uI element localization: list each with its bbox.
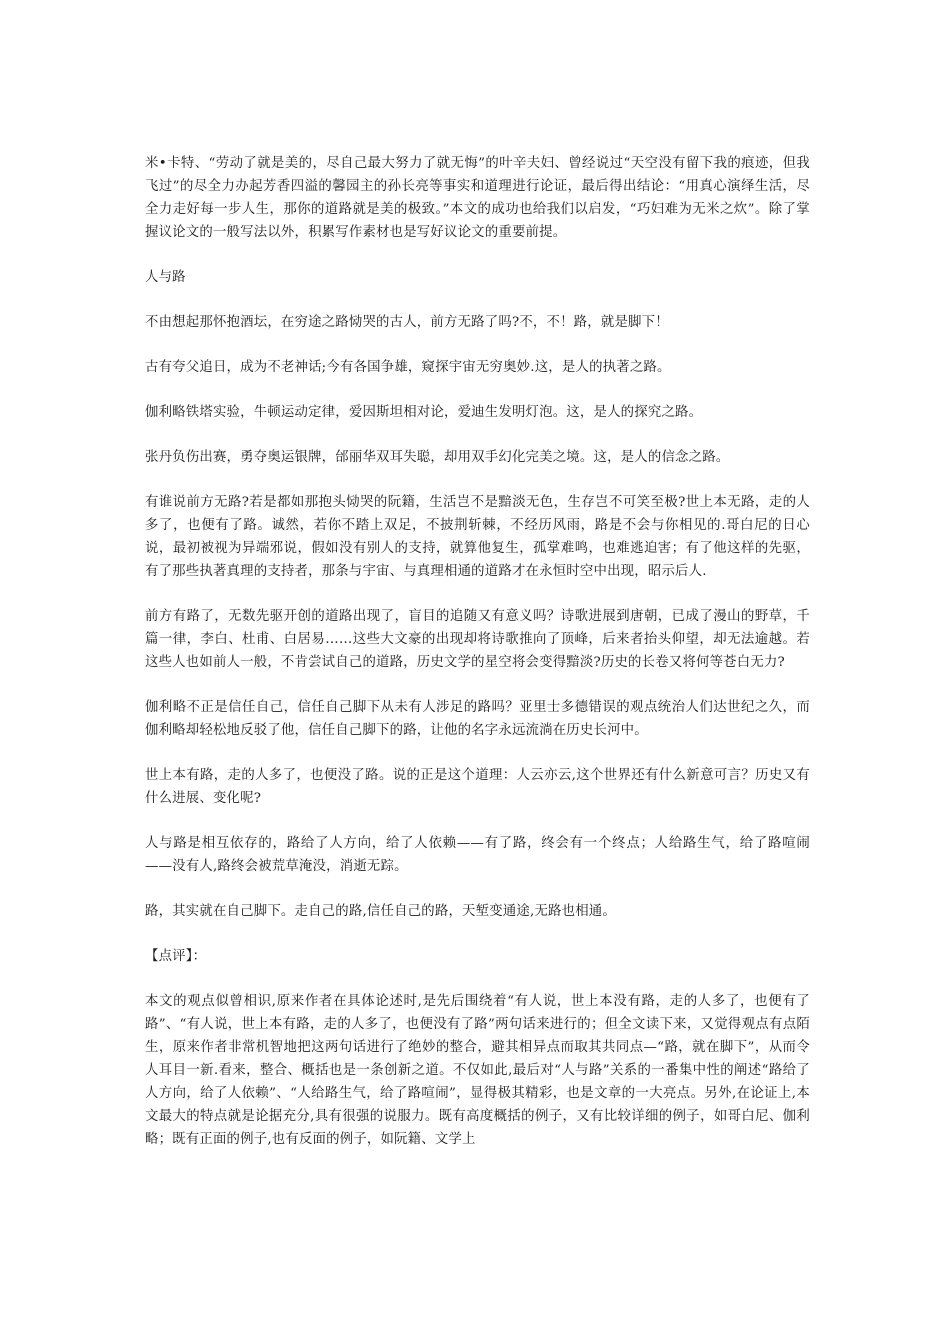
essay-title: 人与路 <box>145 270 186 285</box>
paragraph-5: 有谁说前方无路?若是都如那抱头恸哭的阮籍，生活岂不是黯淡无色，生存岂不可笑至极?世上本无路，走的人多了，也便有了路。诚然，若你不踏上双足，不披荆斩棘，不经历风雨，路是不会与你相见的.哥白尼的日心说，最初被视为异端邪说，假如没有别人的支持，就算他复生，孤掌难鸣，也难逃迫害；有了他这样的先驱，有了那些执著真理的支持者，那条与宇宙、与真理相通的道路才在永恒时空中出现，昭示后人. <box>145 495 810 579</box>
document-body <box>145 152 810 1173</box>
paragraph-2: 古有夸父追日，成为不老神话;今有各国争雄，窥探宇宙无穷奥妙.这，是人的执著之路。 <box>145 360 671 375</box>
paragraph-7: 伽利略不正是信任自己，信任自己脚下从未有人涉足的路吗？亚里士多德错误的观点统治人们达世纪之久，而伽利略却轻松地反驳了他，信任自己脚下的路，让他的名字永远流淌在历史长河中。 <box>145 700 810 738</box>
paragraph-3: 伽利略铁塔实验，牛顿运动定律，爱因斯坦相对论，爱迪生发明灯泡。这，是人的探究之路。 <box>145 405 703 420</box>
paragraph-4: 张丹负伤出赛，勇夺奥运银牌，邰丽华双耳失聪，却用双手幻化完美之境。这，是人的信念之路。 <box>145 450 730 465</box>
paragraph-6: 前方有路了，无数先驱开创的道路出现了，盲目的追随又有意义吗？诗歌进展到唐朝，已成了漫山的野草，千篇一律，李白、杜甫、白居易……这些大文豪的出现却将诗歌推向了顶峰，后来者抬头仰望，却无法逾越。若这些人也如前人一般，不肯尝试自己的道路，历史文学的星空将会变得黯淡?历史的长卷又将何等苍白无力? <box>145 609 810 670</box>
commentary-heading: 【点评】： <box>145 949 207 964</box>
paragraph-8: 世上本有路，走的人多了，也便没了路。说的正是这个道理：人云亦云,这个世界还有什么新意可言？历史又有什么进展、变化呢? <box>145 768 810 806</box>
commentary-paragraph: 本文的观点似曾相识,原来作者在具体论述时,是先后围绕着“有人说，世上本没有路，走的人多了，也便有了路”、“有人说，世上本有路，走的人多了，也便没有了路”两句话来进行的；但全文读下来，又觉得观点有点陌生，原来作者非常机智地把这两句话进行了绝妙的整合，避其相异点而取其共同点—“路，就在脚下”，从而令人耳目一新.看来，整合、概括也是一条创新之道。不仅如此,最后对“人与路”关系的一番集中性的阐述“路给了人方向，给了人依赖”、“人给路生气，给了路喧闹”，显得极其精彩，也是文章的一大亮点。另外,在论证上,本文最大的特点就是论据充分,具有很强的说服力。既有高度概括的例子，又有比较详细的例子，如哥白尼、伽利略；既有正面的例子,也有反面的例子，如阮籍、文学上 <box>145 994 810 1147</box>
paragraph-1: 不由想起那怀抱酒坛，在穷途之路恸哭的古人，前方无路了吗?不，不！路，就是脚下！ <box>145 315 669 330</box>
paragraph-9: 人与路是相互依存的，路给了人方向，给了人依赖——有了路，终会有一个终点；人给路生气，给了路喧闹——没有人,路终会被荒草淹没，消逝无踪。 <box>145 836 810 874</box>
paragraph-10: 路，其实就在自己脚下。走自己的路,信任自己的路，天堑变通途,无路也相通。 <box>145 904 616 919</box>
paragraph-essay-commentary-end: 米•卡特、“劳动了就是美的，尽自己最大努力了就无悔”的叶辛夫妇、曾经说过“天空没有留下我的痕迹，但我飞过”的尽全力办起芳香四溢的馨园主的孙长亮等事实和道理进行论证，最后得出结论：“用真心演绎生活，尽全力走好每一步人生，那你的道路就是美的极致。”本文的成功也给我们以启发，“巧妇难为无米之炊”。除了掌握议论文的一般写法以外，积累写作素材也是写好议论文的重要前提。 <box>145 156 810 240</box>
